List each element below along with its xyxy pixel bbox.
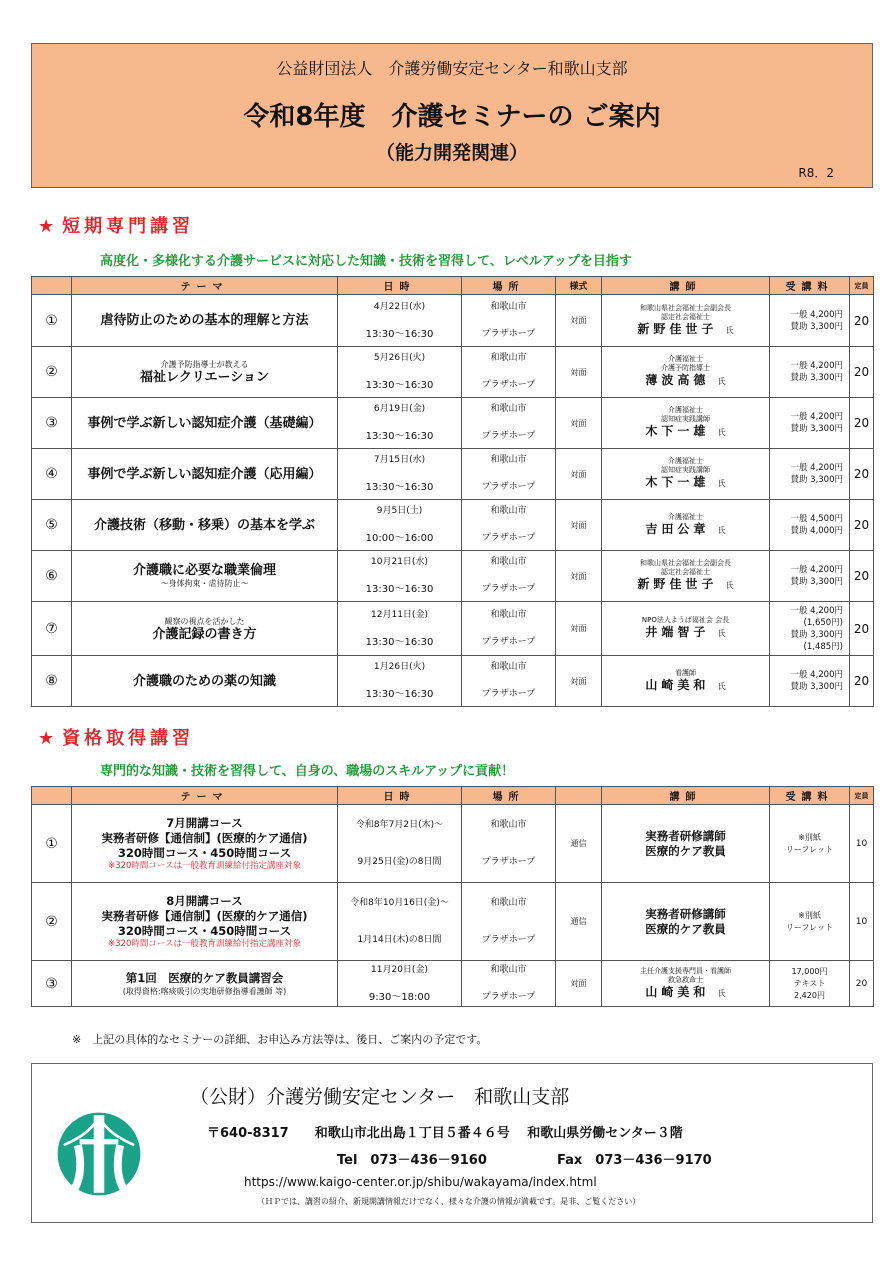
datetime-cell: [338, 961, 462, 1007]
fee-cell: [770, 500, 850, 551]
lecturer-name: 山崎美和 氏: [645, 984, 726, 999]
page-subtitle: （能力開発関連）: [375, 142, 528, 164]
col-capacity: 定員: [850, 787, 874, 805]
fee-cell: [770, 602, 850, 656]
format-cell: 対面: [556, 961, 602, 1007]
course-time: 13:30～16:30: [365, 482, 434, 493]
fee-general: 一般 4,200円: [790, 309, 843, 320]
course-city: 和歌山市: [490, 455, 527, 465]
format-cell: 対面: [556, 656, 602, 707]
theme-cell: [72, 398, 338, 449]
footnote: ※ 上記の具体的なセミナーの詳細、お申込み方法等は、後日、ご案内の予定です。: [72, 1033, 488, 1046]
center-logo-icon: [55, 1110, 143, 1198]
row-number: ②: [32, 347, 72, 398]
fee-cell: [770, 961, 850, 1007]
course-time: 13:30～16:30: [365, 328, 434, 340]
format-cell: 対面: [556, 398, 602, 449]
table-row: [32, 551, 874, 602]
capacity-cell: 20: [850, 551, 874, 602]
lecturer-cell: [602, 656, 770, 707]
course-title-prefix: 介護予防指導士が教える: [160, 360, 249, 369]
fee-general: 一般 4,500円: [790, 514, 843, 524]
col-datetime: 日時: [338, 787, 462, 805]
capacity-cell: 20: [850, 347, 874, 398]
course-title: 介護職に必要な職業倫理: [132, 563, 276, 578]
course-title: 介護記録の書き方: [152, 626, 257, 642]
capacity-cell: 20: [850, 295, 874, 347]
lecturer-title-2: 認知症実践講師: [661, 466, 710, 474]
lecturer-name: 新野佳世子 氏: [637, 321, 734, 336]
datetime-cell: [338, 449, 462, 500]
lecturer-cell: [602, 295, 770, 347]
row-number: ③: [32, 398, 72, 449]
format-cell: 対面: [556, 551, 602, 602]
footer-address: 〒640-8317 和歌山市北出島１丁目５番４６号 和歌山県労働センター３階: [207, 1126, 683, 1141]
course-date: 4月22日(水): [373, 301, 426, 312]
lecturer-cell: [602, 500, 770, 551]
row-number: ⑦: [32, 602, 72, 656]
theme-cell: [72, 602, 338, 656]
footer-website-link[interactable]: https://www.kaigo-center.or.jp/shibu/wakayama/index.html: [244, 1175, 597, 1189]
row-number: ⑧: [32, 656, 72, 707]
table-row: [32, 883, 874, 961]
fee-general-discount: (1,650円): [803, 617, 843, 628]
table-header-row: [32, 787, 874, 805]
place-cell: [462, 500, 556, 551]
datetime-cell: [338, 500, 462, 551]
course-date: 11月20日(金): [371, 964, 428, 975]
course-title-sub: ～身体拘束・虐待防止～: [160, 579, 249, 588]
format-cell: 通信: [556, 883, 602, 961]
lecturer-role: 実務者研修講師: [645, 828, 726, 843]
theme-cell: [72, 805, 338, 883]
col-capacity: 定員: [850, 277, 874, 295]
course-date: 令和8年7月2日(木)～: [355, 819, 444, 830]
fee-text-label: テキスト: [793, 978, 826, 988]
qualification-course-table: [31, 786, 874, 1007]
course-city: 和歌山市: [490, 506, 527, 516]
place-cell: [462, 449, 556, 500]
place-cell: [462, 961, 556, 1007]
lecturer-title: 和歌山県社会福祉士会副会長: [640, 303, 731, 312]
course-city: 和歌山市: [490, 609, 527, 620]
course-venue: プラザホープ: [481, 636, 536, 647]
course-time: 13:30～16:30: [365, 636, 434, 648]
lecturer-title: 主任介護支援専門員・看護師: [640, 966, 731, 975]
row-number: ②: [32, 883, 72, 961]
short-course-table: [31, 276, 874, 707]
footer-org-name: （公財）介護労働安定センター 和歌山支部: [190, 1086, 570, 1108]
col-lecturer: 講師: [602, 277, 770, 295]
course-venue: プラザホープ: [481, 533, 536, 543]
datetime-cell: [338, 347, 462, 398]
format-cell: 対面: [556, 347, 602, 398]
lecturer-title: NPO法人ようば福祉会 会長: [641, 616, 730, 624]
course-time: 9月25日(金)の8日間: [357, 856, 442, 867]
course-date: 5月26日(火): [373, 353, 426, 363]
fee-general: 一般 4,200円: [790, 605, 843, 616]
course-title: 虐待防止のための基本的理解と方法: [100, 313, 309, 328]
course-note: ※320時間コースは一般教育訓練給付指定講座対象: [108, 860, 301, 871]
course-time: 13:30～16:30: [365, 689, 434, 700]
page-title: 令和8年度 介護セミナーの ご案内: [243, 102, 661, 132]
fee-member: 賛助 3,300円: [790, 321, 843, 332]
course-date: 7月15日(水): [373, 455, 426, 465]
format-cell: 対面: [556, 449, 602, 500]
theme-cell: [72, 500, 338, 551]
course-venue: プラザホープ: [481, 934, 536, 945]
col-place: 場所: [462, 787, 556, 805]
course-date: 1月26日(火): [373, 662, 426, 672]
capacity-cell: 20: [850, 500, 874, 551]
table-row: [32, 347, 874, 398]
col-fee: 受講料: [770, 787, 850, 805]
fee-member-discount: (1,485円): [803, 641, 843, 652]
course-title: 介護職のための薬の知識: [132, 673, 276, 689]
lecturer-role-2: 医療的ケア教員: [645, 921, 726, 936]
col-fee: 受講料: [770, 277, 850, 295]
fee-general: 一般 4,200円: [790, 463, 843, 473]
lecturer-cell: [602, 883, 770, 961]
lecturer-name: 木下一雄 氏: [645, 424, 726, 438]
course-city: 和歌山市: [490, 404, 527, 414]
col-lecturer: 講師: [602, 787, 770, 805]
theme-cell: [72, 883, 338, 961]
capacity-cell: 20: [850, 656, 874, 707]
course-venue: プラザホープ: [481, 689, 536, 699]
course-city: 和歌山市: [490, 897, 527, 908]
row-number: ①: [32, 295, 72, 347]
place-cell: [462, 295, 556, 347]
footer-fax: Fax 073－436－9170: [557, 1153, 712, 1168]
datetime-cell: [338, 295, 462, 347]
course-city: 和歌山市: [490, 557, 527, 567]
star-icon: ★: [38, 216, 55, 237]
row-number: ③: [32, 961, 72, 1007]
lecturer-title: 看護師: [675, 668, 696, 677]
lecturer-cell: [602, 398, 770, 449]
table-row: [32, 295, 874, 347]
course-title: 事例で学ぶ新しい認知症介護（基礎編）: [87, 415, 322, 431]
table-row: [32, 449, 874, 500]
format-cell: 通信: [556, 805, 602, 883]
theme-cell: [72, 295, 338, 347]
course-title-line: 実務者研修【通信制】(医療的ケア通信): [101, 830, 308, 845]
row-number: ①: [32, 805, 72, 883]
theme-cell: [72, 347, 338, 398]
capacity-cell: 20: [850, 602, 874, 656]
course-date: 12月11日(金): [371, 609, 428, 620]
fee-cell: [770, 347, 850, 398]
fee-cell: [770, 883, 850, 961]
course-city: 和歌山市: [490, 964, 527, 975]
title-banner: [31, 43, 873, 188]
course-venue: プラザホープ: [481, 856, 536, 867]
footer-note: （ＨＰでは、講習の紹介、新規開講情報だけでなく、様々な介護の情報が満載です。是非、ご覧ください）: [257, 1197, 641, 1206]
lecturer-cell: [602, 602, 770, 656]
lecturer-title: 介護福祉士: [668, 512, 703, 521]
fee-member: 賛助 3,300円: [790, 475, 843, 485]
table-row: [32, 500, 874, 551]
course-time: 13:30～16:30: [365, 380, 434, 391]
capacity-cell: 20: [850, 449, 874, 500]
table-row: [32, 805, 874, 883]
course-date: 令和8年10月16日(金)～: [350, 897, 449, 908]
course-time: 13:30～16:30: [365, 431, 434, 442]
course-venue: プラザホープ: [481, 328, 536, 339]
course-city: 和歌山市: [490, 301, 527, 312]
lecturer-cell: [602, 961, 770, 1007]
table-row: [32, 398, 874, 449]
course-qualification: (取得資格:喀痰吸引の実地研修指導看護師 等): [122, 986, 287, 996]
lecturer-title: 和歌山県社会福祉士会副会長: [640, 559, 731, 567]
course-hours: 320時間コース・450時間コース: [117, 845, 292, 860]
course-title: 7月開講コース: [166, 815, 243, 830]
fee-general: 一般 4,200円: [790, 565, 843, 575]
theme-cell: [72, 961, 338, 1007]
course-note: ※320時間コースは一般教育訓練給付指定講座対象: [108, 938, 301, 949]
format-cell: 対面: [556, 295, 602, 347]
place-cell: [462, 551, 556, 602]
capacity-cell: 20: [850, 961, 874, 1007]
capacity-cell: 10: [850, 805, 874, 883]
col-datetime: 日時: [338, 277, 462, 295]
lecturer-title: 介護福祉士: [668, 355, 703, 363]
section-heading-short-courses: ★ 短期専門講習: [38, 216, 195, 237]
course-time: 1月14日(木)の8日間: [357, 934, 442, 945]
format-cell: 対面: [556, 602, 602, 656]
fee-member: 賛助 4,000円: [790, 526, 843, 536]
datetime-cell: [338, 656, 462, 707]
format-cell: 対面: [556, 500, 602, 551]
col-place: 場所: [462, 277, 556, 295]
course-time: 9:30～18:00: [368, 991, 431, 1003]
course-city: 和歌山市: [490, 819, 527, 830]
table-row: [32, 602, 874, 656]
place-cell: [462, 398, 556, 449]
footer-tel: Tel 073－436－9160: [337, 1153, 487, 1168]
course-venue: プラザホープ: [481, 482, 536, 492]
fee-cell: [770, 805, 850, 883]
course-date: 9月5日(土): [376, 506, 423, 516]
lecturer-title-2: 認知症実践講師: [661, 415, 710, 423]
theme-cell: [72, 551, 338, 602]
col-style: 様式: [556, 277, 602, 295]
lecturer-title: 介護福祉士: [668, 406, 703, 414]
fee-amount: 17,000円: [791, 966, 828, 976]
fee-cell: [770, 551, 850, 602]
lecturer-name: 新野佳世子 氏: [637, 577, 734, 591]
lecturer-name: 薄波高德 氏: [645, 373, 726, 387]
lecturer-name: 吉田公章 氏: [645, 521, 726, 536]
course-city: 和歌山市: [490, 353, 527, 363]
fee-member: 賛助 3,300円: [790, 373, 843, 383]
course-venue: プラザホープ: [481, 380, 536, 390]
lecturer-name: 山崎美和 氏: [645, 677, 726, 692]
lecturer-title-2: 認定社会福祉士: [661, 312, 710, 321]
fee-general: 一般 4,200円: [790, 670, 843, 680]
col-theme: テーマ: [72, 787, 338, 805]
table-row: [32, 961, 874, 1007]
fee-member: 賛助 3,300円: [790, 682, 843, 692]
course-title-line: 実務者研修【通信制】(医療的ケア通信): [101, 908, 308, 923]
course-title: 第1回 医療的ケア教員講習会: [125, 970, 284, 985]
row-number: ⑤: [32, 500, 72, 551]
section-subheading: 高度化・多様化する介護サービスに対応した知識・技術を習得して、レベルアップを目指す: [100, 254, 632, 269]
star-icon: ★: [38, 728, 55, 749]
fee-note-2: リーフレット: [785, 844, 834, 854]
datetime-cell: [338, 398, 462, 449]
contact-box: [31, 1063, 873, 1223]
place-cell: [462, 883, 556, 961]
section-heading-qualification-courses: ★ 資格取得講習: [38, 728, 195, 749]
course-title: 介護技術（移動・移乗）の基本を学ぶ: [93, 517, 315, 533]
fee-member: 賛助 3,300円: [790, 577, 843, 587]
fee-member: 賛助 3,300円: [790, 629, 843, 640]
capacity-cell: 20: [850, 398, 874, 449]
lecturer-title-2: 救急救命士: [668, 975, 703, 984]
course-venue: プラザホープ: [481, 991, 536, 1002]
lecturer-role: 実務者研修講師: [645, 906, 726, 921]
place-cell: [462, 602, 556, 656]
course-date: 6月19日(金): [373, 404, 426, 414]
lecturer-title-2: 介護予防指導士: [661, 364, 710, 372]
table-header-row: [32, 277, 874, 295]
lecturer-cell: [602, 805, 770, 883]
datetime-cell: [338, 602, 462, 656]
course-hours: 320時間コース・450時間コース: [117, 923, 292, 938]
organization-name: 公益財団法人 介護労働安定センター和歌山支部: [276, 59, 628, 78]
course-title: 福祉レクリエーション: [140, 370, 269, 385]
fee-member: 賛助 3,300円: [790, 424, 843, 434]
course-time: 13:30～16:30: [365, 584, 434, 595]
table-row: [32, 656, 874, 707]
course-date: 10月21日(水): [371, 557, 428, 567]
course-time: 10:00～16:00: [365, 533, 434, 544]
fee-cell: [770, 449, 850, 500]
section-subheading: 専門的な知識・技術を習得して、自身の、職場のスキルアップに貢献！: [100, 764, 515, 779]
row-number: ④: [32, 449, 72, 500]
fee-note: ※別紙: [798, 910, 821, 920]
datetime-cell: [338, 883, 462, 961]
course-title: 8月開講コース: [166, 893, 243, 908]
place-cell: [462, 656, 556, 707]
fee-cell: [770, 398, 850, 449]
lecturer-title-2: 認定社会福祉士: [661, 568, 710, 576]
course-city: 和歌山市: [490, 662, 527, 672]
fee-general: 一般 4,200円: [790, 361, 843, 371]
place-cell: [462, 347, 556, 398]
lecturer-cell: [602, 449, 770, 500]
fee-text-amount: 2,420円: [794, 990, 825, 1000]
course-venue: プラザホープ: [481, 431, 536, 441]
lecturer-cell: [602, 551, 770, 602]
fee-general: 一般 4,200円: [790, 412, 843, 422]
course-title: 事例で学ぶ新しい認知症介護（応用編）: [87, 466, 322, 482]
lecturer-cell: [602, 347, 770, 398]
lecturer-name: 木下一雄 氏: [645, 475, 726, 489]
lecturer-role-2: 医療的ケア教員: [645, 843, 726, 858]
capacity-cell: 10: [850, 883, 874, 961]
reference-code: R8．2: [798, 166, 834, 180]
fee-note-2: リーフレット: [785, 922, 834, 932]
fee-cell: [770, 656, 850, 707]
datetime-cell: [338, 551, 462, 602]
lecturer-name: 井端智子 氏: [645, 625, 726, 639]
col-theme: テーマ: [72, 277, 338, 295]
course-title-prefix: 観察の視点を活かした: [164, 616, 245, 626]
datetime-cell: [338, 805, 462, 883]
fee-cell: [770, 295, 850, 347]
row-number: ⑥: [32, 551, 72, 602]
place-cell: [462, 805, 556, 883]
course-venue: プラザホープ: [481, 584, 536, 594]
theme-cell: [72, 449, 338, 500]
theme-cell: [72, 656, 338, 707]
lecturer-title: 介護福祉士: [668, 457, 703, 465]
fee-note: ※別紙: [798, 832, 821, 842]
